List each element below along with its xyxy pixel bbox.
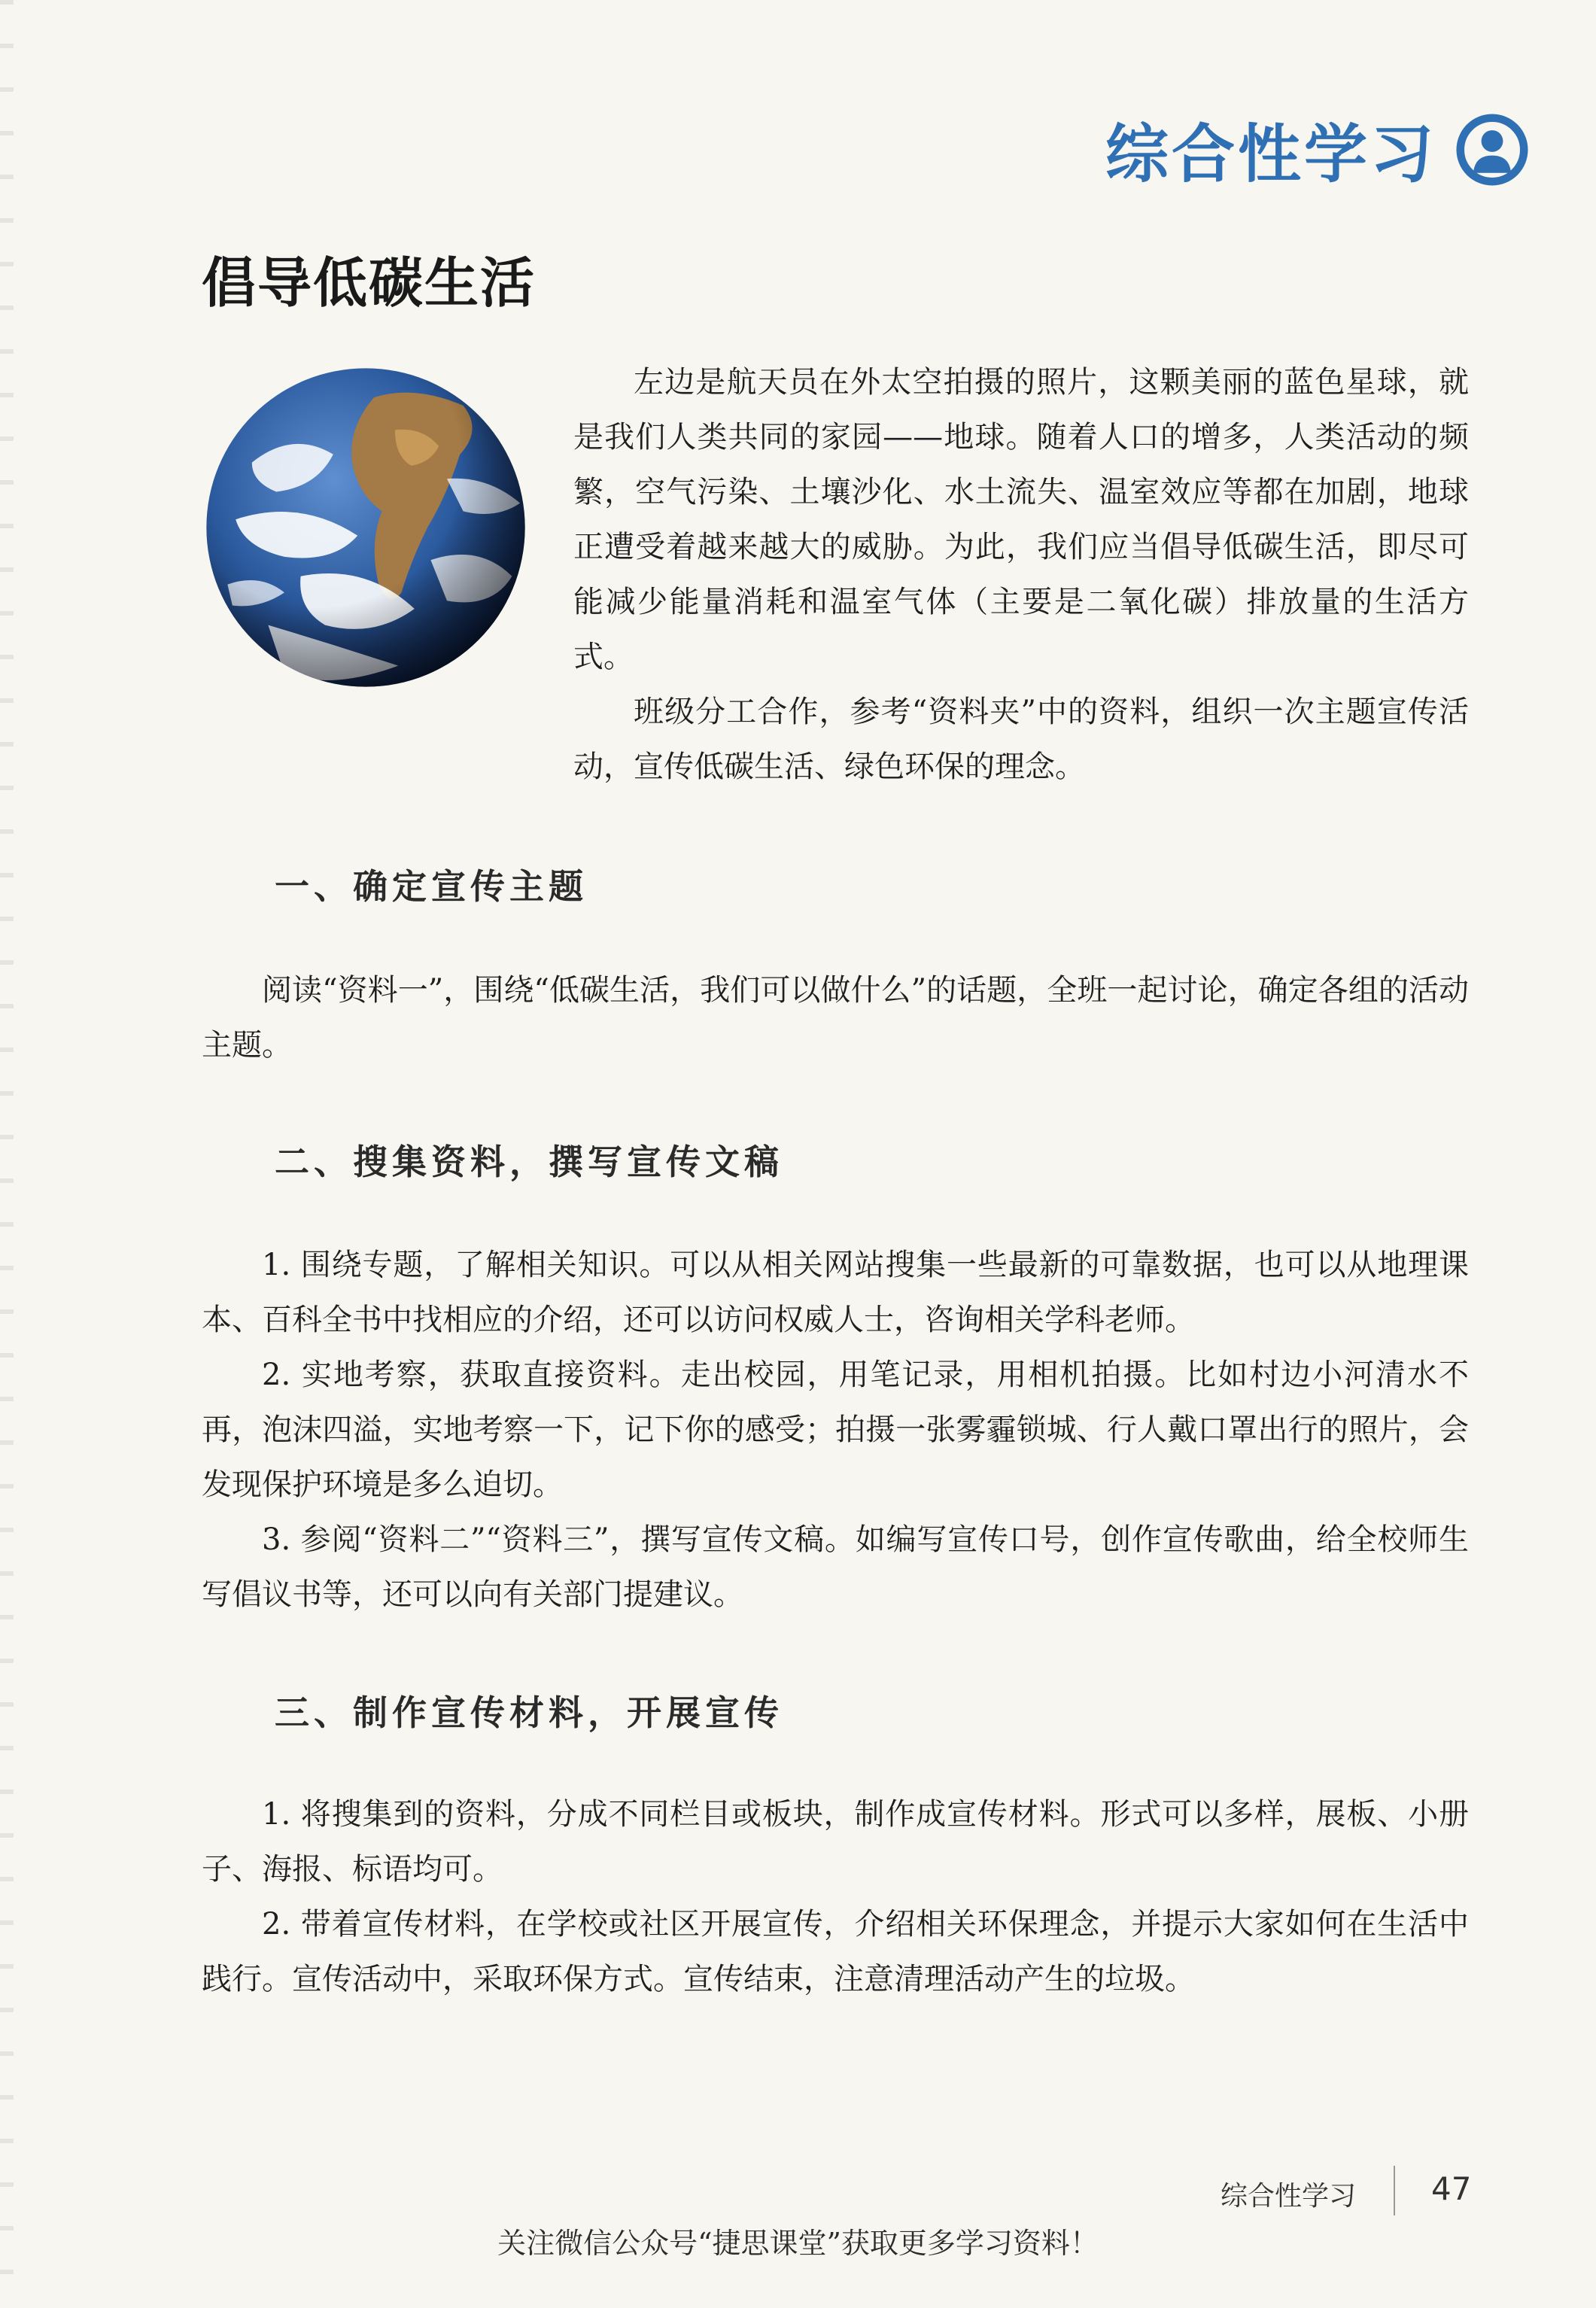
person-icon bbox=[1456, 114, 1528, 186]
lesson-title: 倡导低碳生活 bbox=[202, 251, 537, 315]
section-body bbox=[202, 1238, 1469, 1622]
section-body bbox=[202, 963, 1469, 1073]
footer-divider bbox=[1394, 2166, 1395, 2215]
section-paragraph: 3. 参阅“资料二”“资料三”，撰写宣传文稿。如编写宣传口号，创作宣传歌曲，给全校师生写倡议书等，还可以向有关部门提建议。 bbox=[202, 1522, 1469, 1612]
section-paragraph: 2. 实地考察，获取直接资料。走出校园，用笔记录，用相机拍摄。比如村边小河清水不再，泡沫四溢，实地考察一下，记下你的感受；拍摄一张雾霾锁城、行人戴口罩出行的照片，会发现保护环境是多么迫切。 bbox=[202, 1358, 1469, 1502]
intro-paragraph: 左边是航天员在外太空拍摄的照片，这颗美丽的蓝色星球，就是我们人类共同的家园——地球。随着人口的增多，人类活动的频繁，空气污染、土壤沙化、水土流失、温室效应等都在加剧，地球正遭受着越来越大的威胁。为此，我们应当倡导低碳生活，即尽可能减少能量消耗和温室气体（主要是二氧化碳）排放量的生活方式。 bbox=[573, 365, 1469, 674]
section-heading: 二、搜集资料，撰写宣传文稿 bbox=[275, 1142, 783, 1182]
intro-paragraph: 班级分工合作，参考“资料夹”中的资料，组织一次主题宣传活动，宣传低碳生活、绿色环保的理念。 bbox=[573, 695, 1469, 784]
section-heading: 一、确定宣传主题 bbox=[275, 866, 588, 907]
section-paragraph: 1. 围绕专题，了解相关知识。可以从相关网站搜集一些最新的可靠数据，也可以从地理课本、百科全书中找相应的介绍，还可以访问权威人士，咨询相关学科老师。 bbox=[202, 1248, 1469, 1337]
intro-text bbox=[573, 355, 1469, 795]
section-paragraph: 阅读“资料一”，围绕“低碳生活，我们可以做什么”的话题，全班一起讨论，确定各组的活动主题。 bbox=[202, 973, 1469, 1063]
section-paragraph: 1. 将搜集到的资料，分成不同栏目或板块，制作成宣传材料。形式可以多样，展板、小册子、海报、标语均可。 bbox=[202, 1797, 1469, 1887]
page-header bbox=[1105, 104, 1528, 195]
earth-photo bbox=[203, 365, 528, 690]
watermark-text: 关注微信公众号“捷思课堂”获取更多学习资料！ bbox=[497, 2227, 1099, 2260]
binding-edge bbox=[0, 0, 14, 2308]
page-number: 47 bbox=[1431, 2170, 1472, 2207]
header-title: 综合性学习 bbox=[1105, 117, 1436, 191]
section-heading: 三、制作宣传材料，开展宣传 bbox=[275, 1692, 783, 1733]
section-body bbox=[202, 1787, 1469, 2007]
footer-section-label: 综合性学习 bbox=[1221, 2181, 1357, 2212]
section-paragraph: 2. 带着宣传材料，在学校或社区开展宣传，介绍相关环保理念，并提示大家如何在生活中践行。宣传活动中，采取环保方式。宣传结束，注意清理活动产生的垃圾。 bbox=[202, 1907, 1469, 1996]
